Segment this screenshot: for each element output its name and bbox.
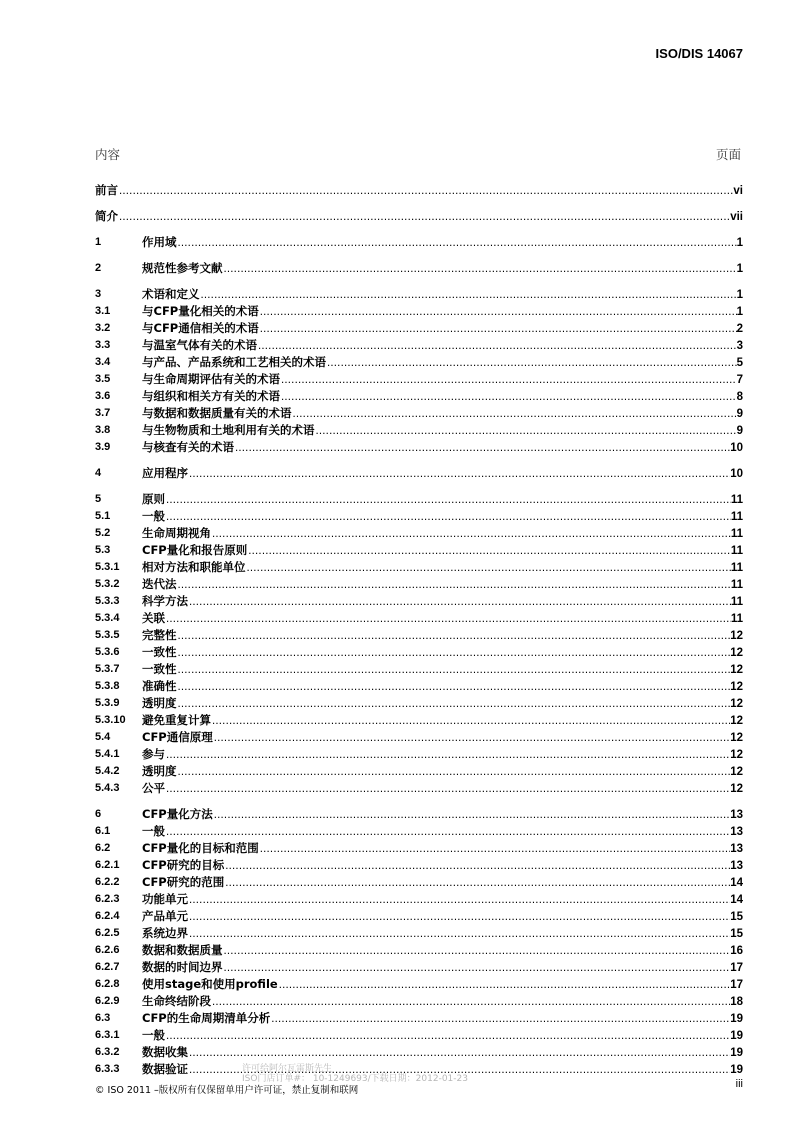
- toc-entry-page: 19: [730, 1030, 743, 1042]
- toc-leader-dots: [177, 577, 731, 594]
- toc-leader-dots: [315, 423, 737, 440]
- toc-entry[interactable]: [95, 422, 743, 439]
- toc-entry-number: 6: [95, 808, 102, 820]
- toc-entry-page: 12: [730, 698, 743, 710]
- toc-entry-page: 11: [730, 545, 743, 557]
- toc-leader-dots: [188, 926, 730, 943]
- toc-leader-dots: [280, 389, 737, 406]
- toc-entry-page: 13: [730, 809, 743, 821]
- toc-leader-dots: [188, 892, 730, 909]
- toc-entry[interactable]: [95, 371, 743, 388]
- toc-entry[interactable]: [95, 780, 743, 797]
- toc-leader-dots: [247, 543, 731, 560]
- toc-entry[interactable]: [95, 993, 743, 1010]
- toc-leader-dots: [165, 747, 730, 764]
- toc-entry-title: 关联: [142, 611, 165, 625]
- toc-entry[interactable]: [95, 610, 743, 627]
- toc-entry-title: 应用程序: [142, 466, 188, 480]
- toc-leader-dots: [257, 338, 737, 355]
- toc-leader-dots: [177, 696, 731, 713]
- toc-entry[interactable]: [95, 763, 743, 780]
- toc-entry[interactable]: [95, 857, 743, 874]
- toc-entry-page: 1: [736, 289, 743, 301]
- toc-leader-dots: [165, 611, 731, 628]
- toc-entry-title: 原则: [142, 492, 165, 506]
- toc-entry-title: 规范性参考文献: [142, 261, 223, 275]
- toc-entry-number: 6.2.2: [95, 876, 120, 888]
- toc-entry-title: 与生命周期评估有关的术语: [142, 372, 280, 386]
- toc-entry-number: 6.2.5: [95, 927, 120, 939]
- toc-entry-number: 3.8: [95, 424, 111, 436]
- toc-entry-page: 11: [730, 494, 743, 506]
- toc-leader-dots: [213, 807, 730, 824]
- toc-leader-dots: [188, 594, 731, 611]
- watermark-license-line: 许可给阿尔瓦雷斯先生: [242, 1064, 333, 1074]
- toc-entry[interactable]: [95, 303, 743, 320]
- toc-entry-number: 4: [95, 467, 102, 479]
- toc-leader-dots: [211, 526, 731, 543]
- toc-entry-title: 透明度: [142, 696, 177, 710]
- toc-entry-title: 简介: [95, 209, 118, 223]
- toc-entry-number: 6.3: [95, 1012, 111, 1024]
- toc-entry[interactable]: [95, 525, 743, 542]
- toc-contents-label: 内容: [95, 147, 121, 162]
- toc-entry-page: vi: [733, 185, 743, 197]
- toc-entry[interactable]: [95, 840, 743, 857]
- toc-leader-dots: [246, 560, 731, 577]
- toc-entry[interactable]: [95, 388, 743, 405]
- toc-leader-dots: [200, 287, 737, 304]
- toc-entry-number: 5.3: [95, 544, 111, 556]
- toc-entry-number: 5.3.5: [95, 629, 120, 641]
- toc-leader-dots: [270, 1011, 730, 1028]
- toc-entry-page: 11: [730, 511, 743, 523]
- toc-leader-dots: [165, 509, 731, 526]
- toc-entry[interactable]: [95, 208, 743, 225]
- toc-entry-title: 使用stage和使用profile: [142, 977, 278, 991]
- toc-entry-number: 5.3.10: [95, 714, 126, 726]
- toc-entry-title: 参与: [142, 747, 165, 761]
- toc-entry-page: 18: [730, 996, 743, 1008]
- toc-entry-page: 10: [730, 442, 743, 454]
- toc-entry-number: 5.4.2: [95, 765, 120, 777]
- toc-leader-dots: [224, 875, 730, 892]
- toc-entry[interactable]: [95, 746, 743, 763]
- toc-leader-dots: [223, 261, 737, 278]
- toc-entry[interactable]: [95, 465, 743, 482]
- toc-leader-dots: [211, 713, 730, 730]
- toc-entry-page: 14: [730, 877, 743, 889]
- toc-entry[interactable]: [95, 439, 743, 456]
- toc-leader-dots: [211, 994, 730, 1011]
- toc-entry-page: 15: [730, 911, 743, 923]
- toc-leader-dots: [118, 209, 730, 226]
- toc-entry-number: 3.5: [95, 373, 111, 385]
- toc-entry-page: 17: [730, 979, 743, 991]
- toc-entry-page: 1: [736, 263, 743, 275]
- toc-entry-page: 12: [730, 664, 743, 676]
- toc-entry[interactable]: [95, 405, 743, 422]
- toc-entry-title: 准确性: [142, 679, 177, 693]
- toc-entry-title: 一致性: [142, 662, 177, 676]
- toc-entry-title: CFP研究的范围: [142, 875, 225, 889]
- toc-entry-number: 6.2.1: [95, 859, 120, 871]
- toc-entry-title: 生命终结阶段: [142, 994, 211, 1008]
- toc-leader-dots: [188, 466, 730, 483]
- toc-entry-title: CFP量化的目标和范围: [142, 841, 259, 855]
- toc-entry[interactable]: [95, 695, 743, 712]
- toc-leader-dots: [188, 909, 730, 926]
- toc-leader-dots: [177, 679, 731, 696]
- toc-entry-page: 12: [730, 647, 743, 659]
- toc-entry-page: 1: [736, 237, 743, 249]
- toc-entry-page: 10: [730, 468, 743, 480]
- toc-entry-number: 6.3.3: [95, 1063, 120, 1075]
- toc-entry-page: 11: [730, 613, 743, 625]
- toc-entry-title: 与数据和数据质量有关的术语: [142, 406, 292, 420]
- toc-entry-number: 6.1: [95, 825, 111, 837]
- toc-header: [95, 145, 741, 163]
- toc-entry-number: 5.3.2: [95, 578, 120, 590]
- toc-entry-number: 6.2.7: [95, 961, 120, 973]
- toc-leader-dots: [234, 440, 730, 457]
- toc-leader-dots: [177, 628, 731, 645]
- toc-entry-page: 8: [736, 391, 743, 403]
- toc-entry[interactable]: [95, 234, 743, 251]
- toc-leader-dots: [165, 1028, 730, 1045]
- toc-entry-number: 5.4: [95, 731, 111, 743]
- toc-entry-page: 12: [730, 766, 743, 778]
- toc-entry-title: 透明度: [142, 764, 177, 778]
- toc-entry-page: 3: [736, 340, 743, 352]
- toc-entry[interactable]: [95, 891, 743, 908]
- toc-entry-number: 3.9: [95, 441, 111, 453]
- toc-entry-number: 5.3.7: [95, 663, 120, 675]
- toc-entry-number: 5.3.4: [95, 612, 120, 624]
- toc-leader-dots: [177, 645, 731, 662]
- toc-entry-title: CFP量化和报告原则: [142, 543, 248, 557]
- toc-entry-number: 6.2.3: [95, 893, 120, 905]
- toc-entry-page: 13: [730, 826, 743, 838]
- toc-entry-number: 5.3.1: [95, 561, 120, 573]
- toc-entry-number: 5.2: [95, 527, 111, 539]
- toc-leader-dots: [259, 321, 737, 338]
- toc-entry[interactable]: [95, 542, 743, 559]
- toc-entry-number: 5.3.6: [95, 646, 120, 658]
- toc-entry-title: 科学方法: [142, 594, 188, 608]
- toc-entry[interactable]: [95, 593, 743, 610]
- footer-copyright: © ISO 2011 –版权所有仅保留单用户许可证，禁止复制和联网: [95, 1085, 359, 1096]
- toc-entry[interactable]: [95, 661, 743, 678]
- toc-entry-page: 12: [730, 749, 743, 761]
- toc-entry[interactable]: [95, 806, 743, 823]
- toc-leader-dots: [259, 841, 730, 858]
- toc-entry-number: 5.4.1: [95, 748, 120, 760]
- toc-leader-dots: [165, 824, 730, 841]
- toc-entry[interactable]: [95, 286, 743, 303]
- toc-entry-title: 术语和定义: [142, 287, 200, 301]
- toc-entry[interactable]: [95, 1027, 743, 1044]
- toc-entry-title: 完整性: [142, 628, 177, 642]
- toc-entry-page: 12: [730, 783, 743, 795]
- toc-entry[interactable]: [95, 942, 743, 959]
- toc-entry-number: 5.3.3: [95, 595, 120, 607]
- toc-entry[interactable]: [95, 576, 743, 593]
- toc-entry-page: 12: [730, 630, 743, 642]
- toc-entry-number: 3.4: [95, 356, 111, 368]
- toc-entry-page: 9: [736, 425, 743, 437]
- toc-entry[interactable]: [95, 729, 743, 746]
- toc-entry[interactable]: [95, 508, 743, 525]
- toc-entry[interactable]: [95, 976, 743, 993]
- toc-entry-number: 5.1: [95, 510, 111, 522]
- toc-entry-title: 避免重复计算: [142, 713, 211, 727]
- toc-leader-dots: [177, 235, 737, 252]
- toc-leader-dots: [177, 662, 731, 679]
- toc-entry-page: vii: [730, 211, 743, 223]
- toc-entry-title: 一般: [142, 824, 165, 838]
- toc-entry-title: 产品单元: [142, 909, 188, 923]
- toc-entry-number: 3.2: [95, 322, 111, 334]
- toc-entry-title: 作用域: [142, 235, 177, 249]
- toc-entry-number: 6.2.4: [95, 910, 120, 922]
- toc-leader-dots: [188, 1045, 730, 1062]
- watermark-order-line: ISO门店订单#： 10-1249693/下载日期：2012-01-23: [242, 1074, 468, 1084]
- toc-entry-page: 17: [730, 962, 743, 974]
- toc-entry[interactable]: [95, 354, 743, 371]
- toc-entry-page: 11: [730, 562, 743, 574]
- toc-entry-page: 19: [730, 1013, 743, 1025]
- toc-entry-title: 与CFP通信相关的术语: [142, 321, 259, 335]
- toc-entry[interactable]: [95, 644, 743, 661]
- table-of-contents: [95, 182, 743, 1078]
- toc-entry-title: 前言: [95, 183, 118, 197]
- toc-entry-number: 2: [95, 262, 102, 274]
- toc-entry-number: 3.6: [95, 390, 111, 402]
- toc-entry-title: 与组织和相关方有关的术语: [142, 389, 280, 403]
- toc-entry-title: 一致性: [142, 645, 177, 659]
- toc-entry-number: 6.3.1: [95, 1029, 120, 1041]
- document-code: ISO/DIS 14067: [655, 46, 743, 61]
- toc-entry-page: 11: [730, 579, 743, 591]
- toc-entry-page: 5: [736, 357, 743, 369]
- toc-entry[interactable]: [95, 182, 743, 199]
- toc-leader-dots: [280, 372, 737, 389]
- toc-entry-title: 与核查有关的术语: [142, 440, 234, 454]
- toc-entry-page: 12: [730, 715, 743, 727]
- toc-entry-number: 3.3: [95, 339, 111, 351]
- toc-entry-title: CFP量化方法: [142, 807, 213, 821]
- toc-entry-title: 数据收集: [142, 1045, 188, 1059]
- toc-entry[interactable]: [95, 959, 743, 976]
- toc-leader-dots: [177, 764, 731, 781]
- toc-entry-number: 5.4.3: [95, 782, 120, 794]
- toc-page-label: 页面: [715, 147, 741, 162]
- toc-entry-page: 15: [730, 928, 743, 940]
- toc-leader-dots: [213, 730, 730, 747]
- toc-entry-number: 6.2.8: [95, 978, 120, 990]
- toc-entry-title: CFP的生命周期清单分析: [142, 1011, 271, 1025]
- toc-entry-title: 系统边界: [142, 926, 188, 940]
- toc-entry-page: 13: [730, 843, 743, 855]
- toc-leader-dots: [165, 781, 730, 798]
- toc-entry-page: 13: [730, 860, 743, 872]
- toc-entry-title: 迭代法: [142, 577, 177, 591]
- toc-entry-page: 14: [730, 894, 743, 906]
- toc-entry-title: 相对方法和职能单位: [142, 560, 246, 574]
- toc-entry-page: 12: [730, 732, 743, 744]
- toc-leader-dots: [223, 960, 731, 977]
- toc-leader-dots: [278, 977, 731, 994]
- toc-entry-title: 一般: [142, 1028, 165, 1042]
- footer-page-number: iii: [735, 1078, 743, 1090]
- toc-entry-number: 6.2: [95, 842, 111, 854]
- toc-entry-title: 与生物物质和土地利用有关的术语: [142, 423, 315, 437]
- toc-entry[interactable]: [95, 823, 743, 840]
- toc-entry-number: 1: [95, 236, 102, 248]
- toc-entry[interactable]: [95, 874, 743, 891]
- toc-leader-dots: [326, 355, 737, 372]
- toc-entry[interactable]: [95, 260, 743, 277]
- toc-entry-number: 5.3.8: [95, 680, 120, 692]
- toc-entry-page: 19: [730, 1064, 743, 1076]
- toc-entry-number: 6.2.9: [95, 995, 120, 1007]
- toc-entry-number: 6.3.2: [95, 1046, 120, 1058]
- toc-entry[interactable]: [95, 712, 743, 729]
- toc-entry-page: 1: [736, 306, 743, 318]
- toc-entry-page: 7: [736, 374, 743, 386]
- toc-entry[interactable]: [95, 627, 743, 644]
- toc-leader-dots: [259, 304, 737, 321]
- toc-leader-dots: [292, 406, 737, 423]
- toc-leader-dots: [224, 858, 730, 875]
- toc-entry[interactable]: [95, 925, 743, 942]
- toc-leader-dots: [223, 943, 731, 960]
- toc-entry-page: 2: [736, 323, 743, 335]
- toc-entry-number: 3: [95, 288, 102, 300]
- toc-entry[interactable]: [95, 320, 743, 337]
- toc-entry-title: 数据和数据质量: [142, 943, 223, 957]
- toc-entry-title: CFP通信原理: [142, 730, 213, 744]
- toc-entry-title: 一般: [142, 509, 165, 523]
- toc-entry-number: 6.2.6: [95, 944, 120, 956]
- toc-entry-title: 数据验证: [142, 1062, 188, 1076]
- toc-entry-page: 9: [736, 408, 743, 420]
- toc-entry-title: CFP研究的目标: [142, 858, 225, 872]
- toc-entry-number: 5.3.9: [95, 697, 120, 709]
- toc-entry-title: 公平: [142, 781, 165, 795]
- toc-entry-page: 12: [730, 681, 743, 693]
- toc-entry-page: 11: [730, 596, 743, 608]
- toc-entry[interactable]: [95, 337, 743, 354]
- toc-entry-page: 11: [730, 528, 743, 540]
- toc-entry-title: 功能单元: [142, 892, 188, 906]
- toc-entry-title: 与温室气体有关的术语: [142, 338, 257, 352]
- toc-leader-dots: [165, 492, 731, 509]
- toc-entry-page: 19: [730, 1047, 743, 1059]
- toc-entry-number: 3.7: [95, 407, 111, 419]
- toc-entry-title: 数据的时间边界: [142, 960, 223, 974]
- toc-entry[interactable]: [95, 1044, 743, 1061]
- toc-entry[interactable]: [95, 908, 743, 925]
- toc-entry-title: 生命周期视角: [142, 526, 211, 540]
- toc-entry-number: 5: [95, 493, 102, 505]
- toc-entry[interactable]: [95, 1010, 743, 1027]
- toc-entry[interactable]: [95, 678, 743, 695]
- toc-entry-number: 3.1: [95, 305, 111, 317]
- toc-entry-title: 与CFP量化相关的术语: [142, 304, 259, 318]
- toc-entry-title: 与产品、产品系统和工艺相关的术语: [142, 355, 326, 369]
- toc-entry[interactable]: [95, 491, 743, 508]
- toc-entry[interactable]: [95, 559, 743, 576]
- toc-entry-page: 16: [730, 945, 743, 957]
- toc-leader-dots: [118, 183, 733, 200]
